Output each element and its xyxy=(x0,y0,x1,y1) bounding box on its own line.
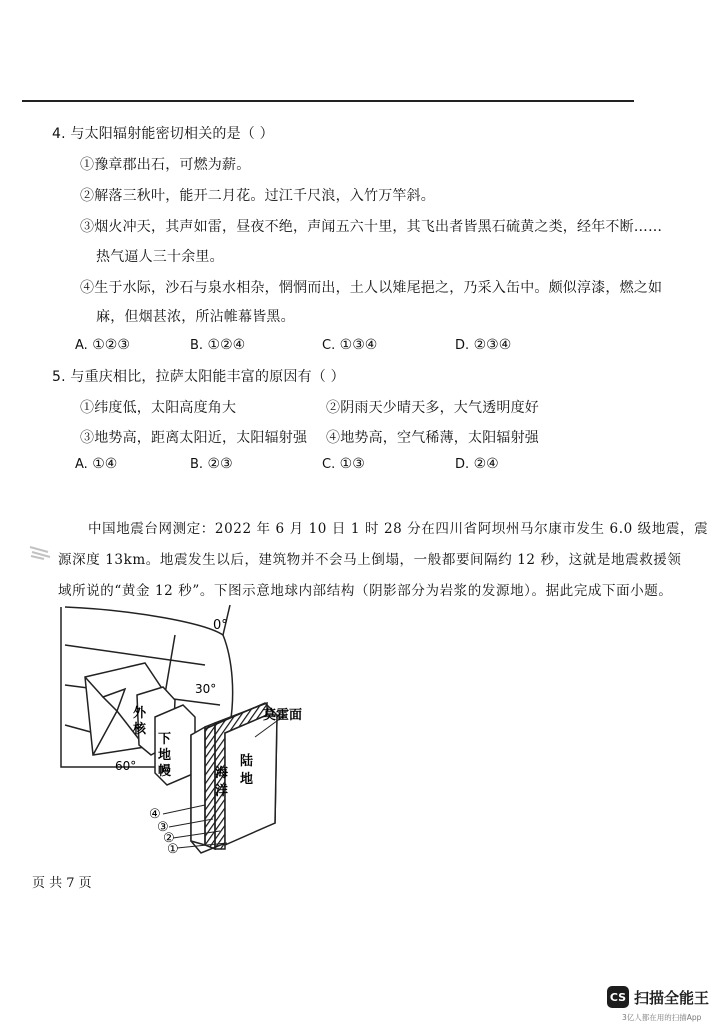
q5-item-2: ②阴雨天少晴天多，大气透明度好 xyxy=(326,400,539,416)
label-60deg: 60° xyxy=(115,759,137,773)
earth-interior-diagram xyxy=(55,605,325,855)
q5-option-c xyxy=(322,456,365,472)
q4-item-4-cont: 麻，但烟甚浓，所沾帷幕皆黑。 xyxy=(96,309,295,325)
q4-item-3: ③烟火冲天，其声如雷，昼夜不绝，声闻五六十里，其飞出者皆黑石硫黄之类，经年不断…… xyxy=(80,219,663,235)
q5-option-c-key: C. xyxy=(322,457,336,472)
marker-2: ② xyxy=(163,831,175,846)
q4-item-2: ②解落三秋叶，能开二月花。过江千尺浪，入竹万竿斜。 xyxy=(80,188,435,204)
q5-option-b-text: ②③ xyxy=(207,456,233,472)
label-moho: 莫霍面 xyxy=(263,708,303,723)
q5-option-d xyxy=(455,456,499,472)
passage-line-3: 域所说的“黄金 12 秒”。下图示意地球内部结构（阴影部分为岩浆的发源地）。据此完成下面小题。 xyxy=(58,583,673,599)
label-lower-mantle-2: 地 xyxy=(158,748,172,763)
q4-item-4: ④生于水际，沙石与泉水相杂，惘惘而出，土人以雉尾挹之，乃采入缶中。颇似淳漆，燃之如 xyxy=(80,280,663,296)
q4-option-d-key: D. xyxy=(455,338,470,353)
q5-option-a-key: A. xyxy=(75,457,88,472)
q4-option-c-key: C. xyxy=(322,338,336,353)
scanner-watermark xyxy=(607,986,709,1008)
scan-smudge xyxy=(28,543,52,561)
crust-slab xyxy=(191,703,277,853)
label-ocean-1: 海 xyxy=(215,766,229,781)
q4-item-3-cont: 热气逼人三十余里。 xyxy=(96,249,224,265)
label-outer-core-1: 外 xyxy=(133,706,147,721)
label-lower-mantle-3: 幔 xyxy=(158,764,172,779)
label-land-2: 地 xyxy=(240,772,254,787)
label-ocean-2: 洋 xyxy=(215,784,229,799)
q5-option-a xyxy=(75,456,117,472)
q4-option-b-text: ①②④ xyxy=(207,337,246,353)
q5-stem: 5. 与重庆相比，拉萨太阳能丰富的原因有（ ） xyxy=(52,369,345,385)
q4-option-d-text: ②③④ xyxy=(473,337,512,353)
q5-item-3: ③地势高，距离太阳近，太阳辐射强 xyxy=(80,430,308,446)
label-lower-mantle-1: 下 xyxy=(158,732,172,747)
passage-line-2: 源深度 13km。地震发生以后，建筑物并不会马上倒塌，一般都要间隔约 12 秒，这就是地震救援领 xyxy=(58,552,682,568)
q4-option-b-key: B. xyxy=(190,338,204,353)
passage-line-1: 中国地震台网测定：2022 年 6 月 10 日 1 时 28 分在四川省阿坝州马尔康市发生 6.0 级地震，震 xyxy=(88,521,709,537)
marker-1: ① xyxy=(167,842,179,855)
q5-option-b xyxy=(190,456,233,472)
q4-stem: 4. 与太阳辐射能密切相关的是（ ） xyxy=(52,126,274,142)
scanner-tagline: 3亿人都在用的扫描App xyxy=(622,1013,702,1022)
label-30deg: 30° xyxy=(195,682,217,696)
q4-option-c xyxy=(322,337,377,353)
page-footer: 页 共 7 页 xyxy=(32,876,92,891)
label-outer-core-2: 核 xyxy=(133,722,147,737)
label-0deg: 0° xyxy=(213,618,228,633)
q5-option-d-text: ②④ xyxy=(473,456,499,472)
q5-item-1: ①纬度低，太阳高度角大 xyxy=(80,400,237,416)
label-land-1: 陆 xyxy=(240,754,254,769)
scanner-name: 扫描全能王 xyxy=(634,988,710,1007)
q4-option-a-key: A. xyxy=(75,338,88,353)
q5-item-4: ④地势高，空气稀薄，太阳辐射强 xyxy=(326,430,539,446)
scanner-logo-icon: CS xyxy=(607,986,629,1008)
q5-option-c-text: ①③ xyxy=(339,456,365,472)
q5-option-d-key: D. xyxy=(455,457,470,472)
q4-option-a xyxy=(75,337,130,353)
marker-4: ④ xyxy=(149,807,161,822)
q4-item-1: ①豫章郡出石，可燃为薪。 xyxy=(80,157,251,173)
q4-option-a-text: ①②③ xyxy=(92,337,130,353)
q5-option-a-text: ①④ xyxy=(92,456,118,472)
q4-option-c-text: ①③④ xyxy=(339,337,378,353)
header-rule xyxy=(22,100,634,102)
q5-option-b-key: B. xyxy=(190,457,204,472)
q4-option-d xyxy=(455,337,511,353)
q4-option-b xyxy=(190,337,245,353)
marker-3: ③ xyxy=(157,820,169,835)
